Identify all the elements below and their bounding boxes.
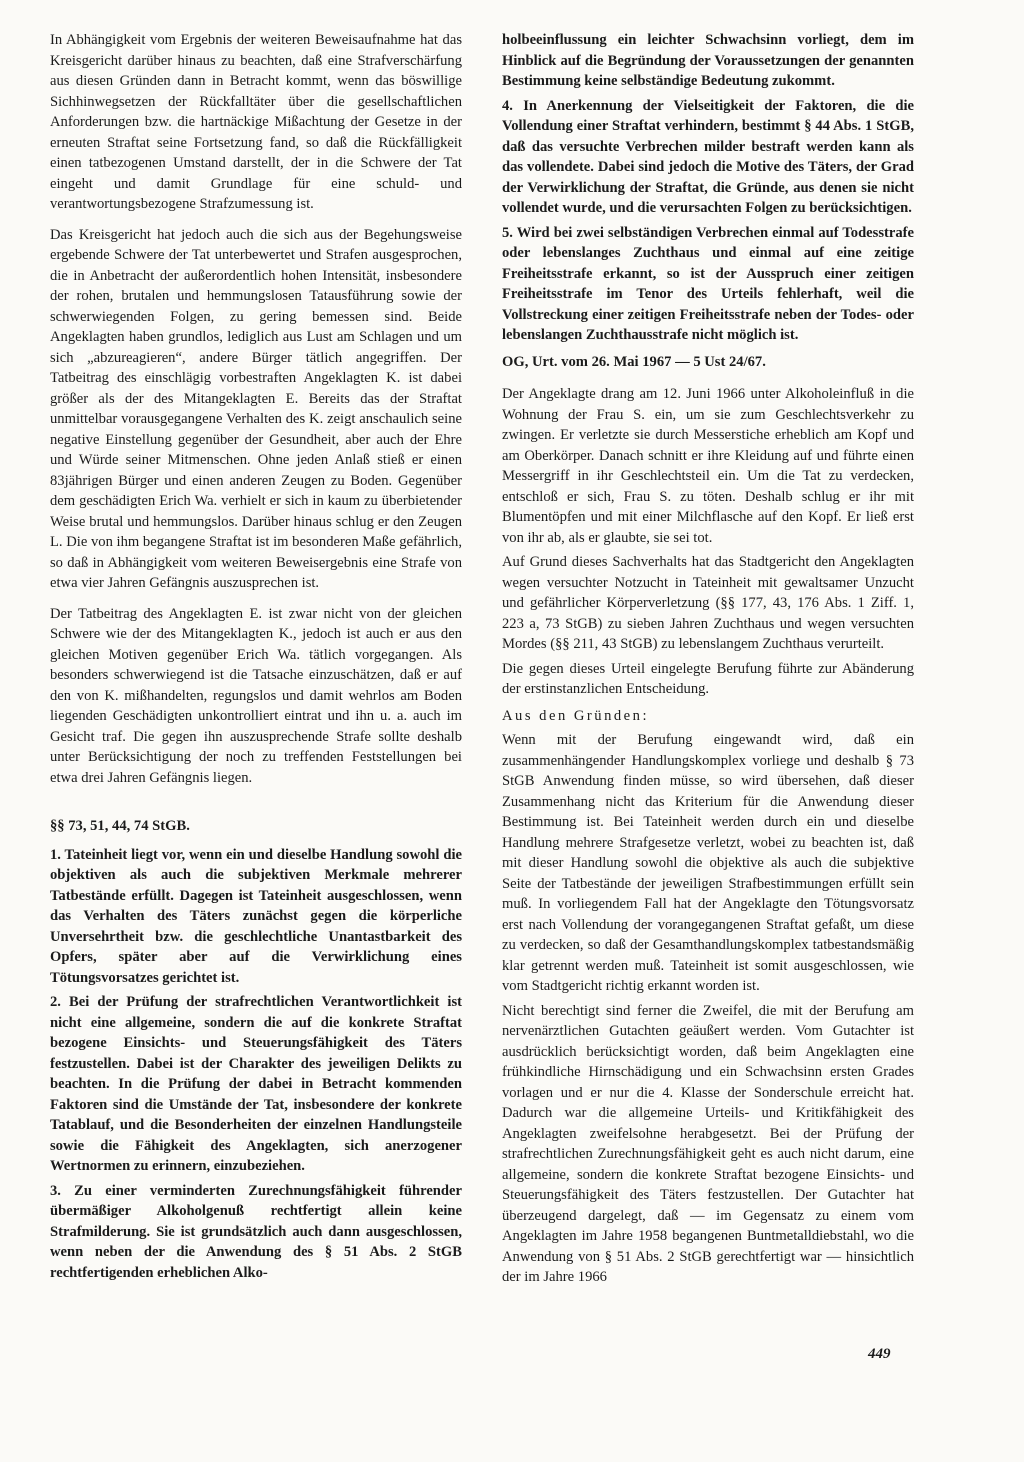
right-column xyxy=(502,30,914,1292)
paragraph: Auf Grund dieses Sachverhalts hat das Stadtgericht den Angeklagten wegen versuchter Notzucht in Tateinheit mit gewaltsamer Unzucht und gefährlicher Körperverletzung (§§ 177, 43, 176 Abs. 1 Ziff. 1, 223 a, 73 StGB) zu sieben Jahren Zuchthaus und wegen versuchten Mordes (§§ 211, 43 StGB) zu lebenslangem Zuchthaus verurteilt. xyxy=(502,554,914,652)
headnote-2: 2. Bei der Prüfung der strafrechtlichen Verantwortlichkeit ist nicht eine allgemeine, sondern die auf die konkrete Straftat bezogene Einsichts- und Steuerungsfähigkeit des Täters festzustellen. Dabei ist der Charakter des jeweiligen Delikts zu beachten. In die Prüfung der dabei in Betracht kommenden Faktoren sind die Umstände der Tat, insbesondere der konkrete Tatablauf, und die Besonderheiten der einzelnen Handlungsteile sowie die Fähigkeit des Angeklagten, sich anerzogener Wertnormen zu erinnern, einzubeziehen. xyxy=(50,994,462,1174)
paragraph: Das Kreisgericht hat jedoch auch die sich aus der Begehungsweise ergebende Schwere der Tat unterbewertet und Strafen ausgesprochen, die in Anbetracht der außerordentlich hohen Intensität, insbesondere der rohen, brutalen und hemmungslosen Tatausführung sowie der schwerwiegenden Folgen, zu gering bemessen sind. Beide Angeklagten haben grundlos, lediglich aus Lust am Schlagen und um sich „abzureagieren“, andere Bürger tätlich angegriffen. Der Tatbeitrag des einschlägig vorbestraften Angeklagten K. ist dabei größer als der des Mitangeklagten E. Bereits das der Straftat unmittelbar vorausgegangene Verhalten des K. zeigt anschaulich seine negative Einstellung gegenüber der Gesundheit, aber auch der Ehre und Würde seiner Mitmenschen. Ohne jeden Anlaß stieß er einen 83jährigen Bürger und einen anderen Zeugen zu Boden. Gegenüber dem geschädigten Erich Wa. verhielt er sich in kaum zu überbietender Weise brutal und hemmungslos. Darüber hinaus schlug er den Zeugen L. Die von ihm begangene Straftat ist im besonderen Maße gefährlich, so daß in Abhängigkeit vom weiteren Beweisergebnis eine Strafe von etwa vier Jahren Gefängnis auszusprechen ist. xyxy=(50,226,462,591)
headnote-5: 5. Wird bei zwei selbständigen Verbrechen einmal auf Todesstrafe oder lebenslanges Zuchthaus und einmal auf eine zeitige Freiheitsstrafe erkannt, so ist der Ausspruch einer zeitigen Freiheitsstrafe im Tenor des Urteils fehlerhaft, weil die Vollstreckung einer zeitigen Freiheitsstrafe neben der Todes- oder lebenslangen Zuchthausstrafe nicht möglich ist. xyxy=(502,224,914,343)
section-heading: §§ 73, 51, 44, 74 StGB. xyxy=(50,818,190,834)
page-number: 449 xyxy=(868,1346,891,1362)
headnote-4: 4. In Anerkennung der Vielseitigkeit der Faktoren, die die Vollendung einer Straftat verhindern, bestimmt § 44 Abs. 1 StGB, daß das versuchte Verbrechen milder bestraft werden kann als das vollendete. Dabei sind jedoch die Motive des Täters, der Grad der Verwirklichung der Straftat, die Gründe, aus denen sie nicht vollendet wurde, und die verursachten Folgen zu berücksichtigen. xyxy=(502,97,914,216)
headnote-1: 1. Tateinheit liegt vor, wenn ein und dieselbe Handlung sowohl die objektiven als auch die subjektiven Merkmale mehrerer Tatbestände erfüllt. Dagegen ist Tateinheit ausgeschlossen, wenn das Verhalten des Täters zunächst gegen die körperliche Unversehrtheit bzw. die geschlechtliche Unantastbarkeit des Opfers, später aber auf die Verwirklichung eines Tötungsvorsatzes gerichtet ist. xyxy=(50,846,462,986)
paragraph: Die gegen dieses Urteil eingelegte Berufung führte zur Abänderung der erstinstanzlichen Entscheidung. xyxy=(502,660,914,697)
paragraph: In Abhängigkeit vom Ergebnis der weiteren Beweisaufnahme hat das Kreisgericht darüber hinaus zu beachten, daß eine Strafverschärfung aus diesen Gründen dann in Betracht kommt, wenn das böswillige Sichhinwegsetzen der Rückfalltäter über die gesellschaftlichen Anforderungen bzw. die hartnäckige Mißachtung der Gesetze in der erneuten Straftat seine Fortsetzung fand, so daß die Rückfälligkeit einen tatbezogenen Umstand darstellt, der in die Schwere der Tat eingeht und damit Grundlage für eine schuld- und verantwortungsbezogene Strafzumessung ist. xyxy=(50,32,462,212)
paragraph: Wenn mit der Berufung eingewandt wird, daß ein zusammenhängender Handlungskomplex vorliege und deshalb § 73 StGB Anwendung finden müsse, so wird übersehen, daß dieser Zusammenhang nicht das Kriterium für die Anwendung dieser Bestimmung ist. Bei Tateinheit werden durch ein und dieselbe Handlung mehrere Strafgesetze verletzt, wobei zu beachten ist, daß mit dieser Handlung sowohl die objektive als auch die subjektive Seite der Tatbestände der jeweiligen Strafbestimmungen erfüllt sein muß. In vorliegendem Fall hat der Angeklagte den Tötungsvorsatz erst nach Vollendung der vorangegangenen Straftat gefaßt, um diese zu verdecken, so daß der Gesamthandlungskomplex tatbestandsmäßig klar getrennt werden muß. Tateinheit ist somit ausgeschlossen, wie vom Stadtgericht richtig erkannt worden ist. xyxy=(502,732,914,994)
court-citation: OG, Urt. vom 26. Mai 1967 — 5 Ust 24/67. xyxy=(502,353,766,370)
headnote-3: 3. Zu einer verminderten Zurechnungsfähigkeit führender übermäßiger Alkoholgenuß rechtfertigt allein keine Strafmilderung. Sie ist grundsätzlich auch dann ausgeschlossen, wenn neben der die Anwendung des § 51 Abs. 2 StGB rechtfertigenden erheblichen Alko- xyxy=(50,1182,462,1281)
headnote-3-continued: holbeeinflussung ein leichter Schwachsinn vorliegt, dem im Hinblick auf die Begründung der Voraussetzungen der genannten Bestimmung keine selbständige Bedeutung zukommt. xyxy=(502,32,914,89)
paragraph: Der Tatbeitrag des Angeklagten E. ist zwar nicht von der gleichen Schwere wie der des Mitangeklagten K., jedoch ist auch er aus den gleichen Motiven gegenüber Erich Wa. tätlich vorgegangen. Als besonders schwerwiegend ist die Tatsache einzuschätzen, daß er auf den von K. mißhandelten, regungslos und damit wehrlos am Boden liegenden Geschädigten unkontrolliert eintrat und ihn u. a. auch im Gesicht traf. Die gegen ihn auszusprechende Strafe sollte deshalb unter Berücksichtigung der noch zu treffenden Feststellungen bei etwa drei Jahren Gefängnis liegen. xyxy=(50,605,462,786)
paragraph: Der Angeklagte drang am 12. Juni 1966 unter Alkoholeinfluß in die Wohnung der Frau S. ein, um sie zum Geschlechtsverkehr zu zwingen. Er verletzte sie durch Messerstiche erheblich am Kopf und am Oberkörper. Danach schnitt er ihre Kleidung auf und führte einen Messergriff in ihr Geschlechtsteil ein. Um die Tat zu verdecken, entschloß er sich, Frau S. zu töten. Deshalb schlug er ihr mit Blumentöpfen und mit einer Milchflasche auf den Kopf. Er ließ erst von ihr ab, als er glaubte, sie sei tot. xyxy=(502,386,914,546)
reasons-heading: Aus den Gründen: xyxy=(502,707,650,724)
paragraph: Nicht berechtigt sind ferner die Zweifel, die mit der Berufung am nervenärztlichen Gutachten geäußert werden. Vom Gutachter ist ausdrücklich berücksichtigt worden, daß beim Angeklagten eine frühkindliche Hirnschädigung und ein Schwachsinn ersten Grades vorlagen und er nur die 4. Klasse der Sonderschule erreicht hat. Dadurch war die allgemeine Urteils- und Kritikfähigkeit des Angeklagten zweifelsohne herabgesetzt. Bei der Prüfung der strafrechtlichen Zurechnungsfähigkeit geht es auch nicht darum, eine allgemeine, sondern die konkrete Straftat bezogene Einsichts- und Steuerungsfähigkeit des Täters festzustellen. Der Gutachter hat überzeugend dargelegt, daß — im Gegensatz zu einem vom Angeklagten im Jahre 1958 begangenen Buntmetalldiebstahl, wo die Anwendung von § 51 Abs. 2 StGB gerechtfertigt war — hinsichtlich der im Jahre 1966 xyxy=(502,1002,914,1285)
left-column xyxy=(50,30,462,1287)
